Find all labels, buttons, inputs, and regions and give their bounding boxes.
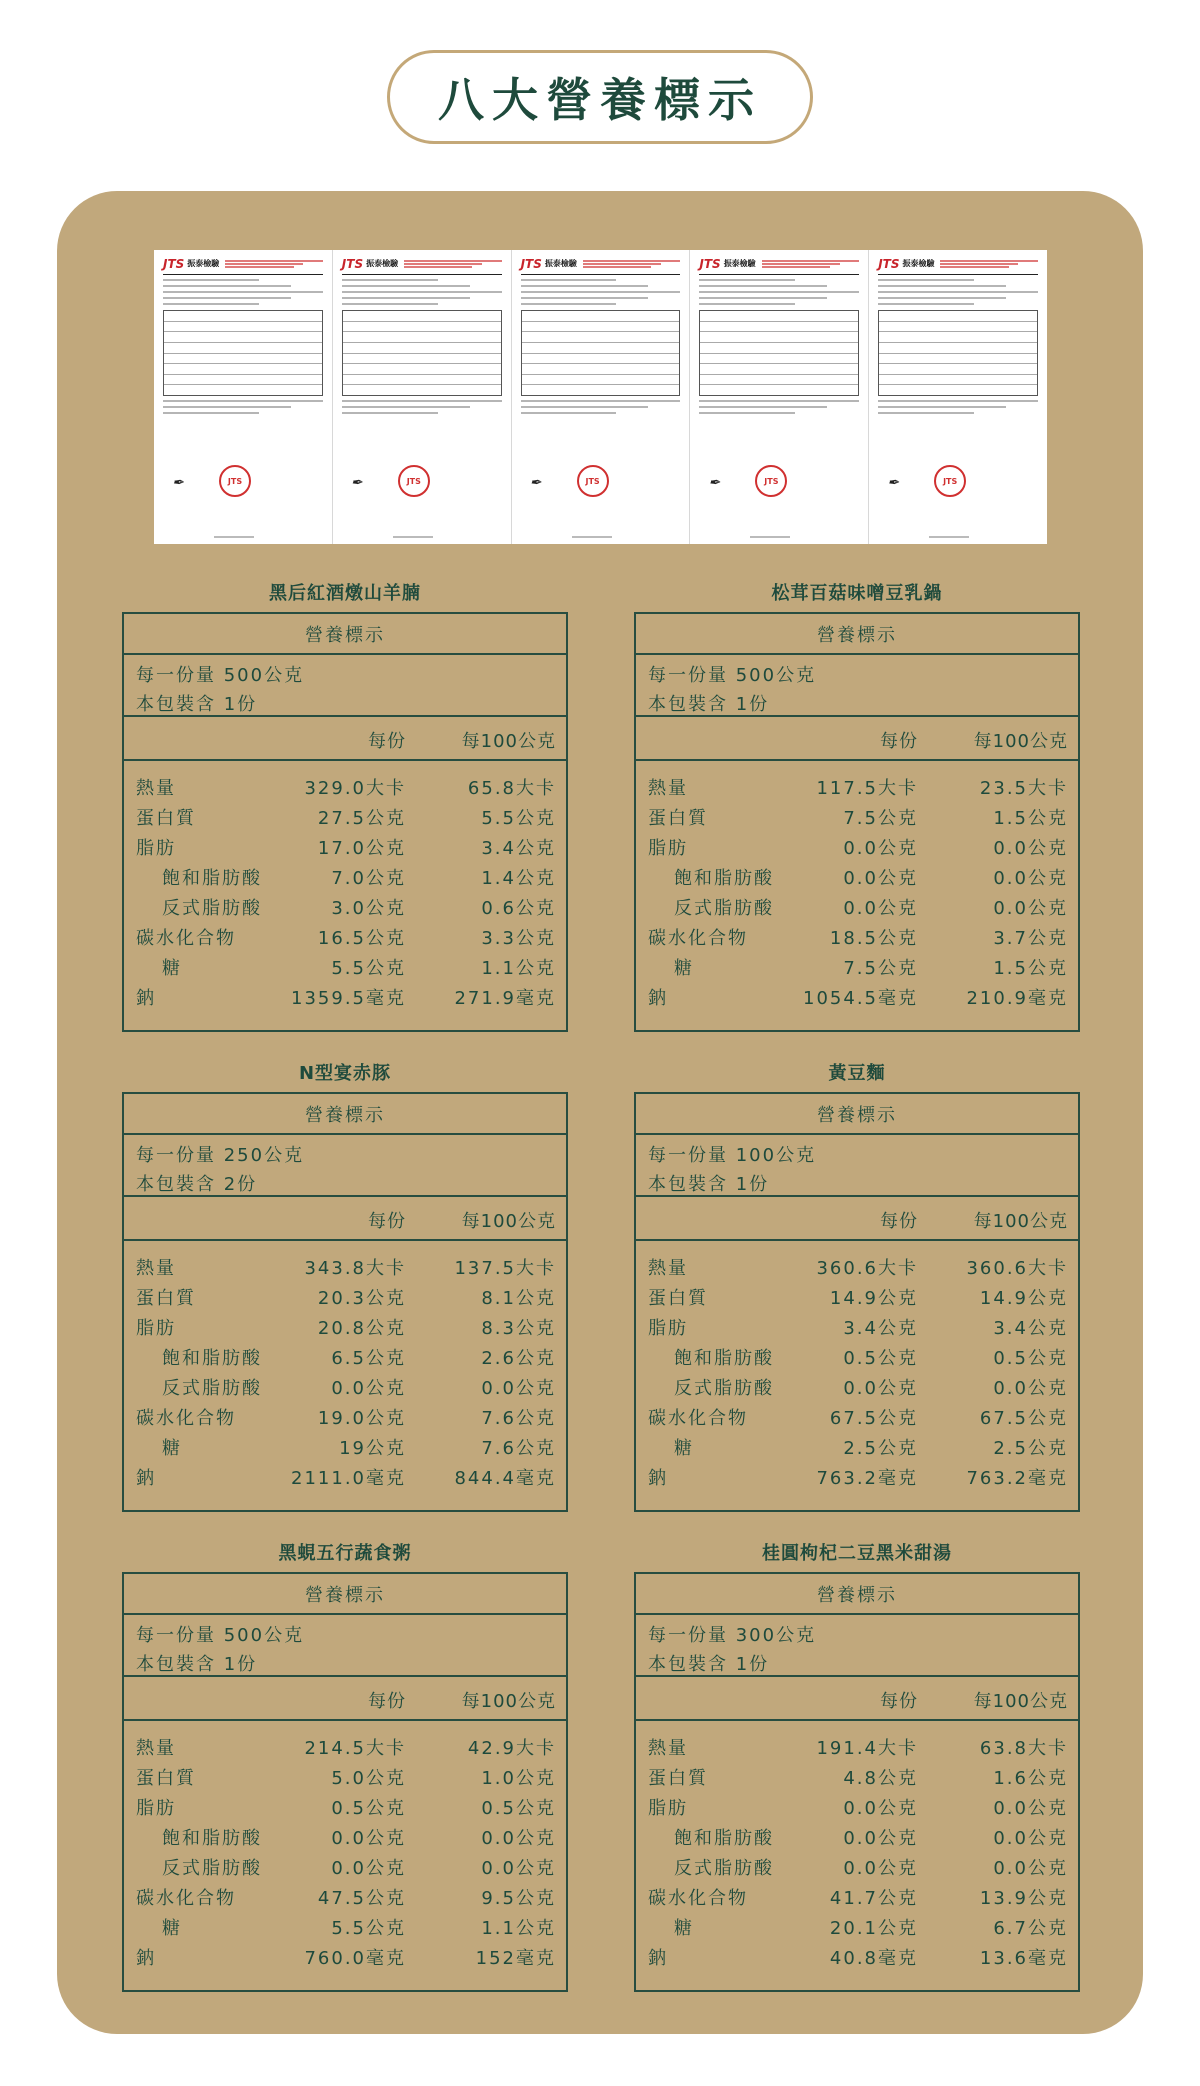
per-serving-value: 0.0公克 [331, 1828, 406, 1849]
per-serving-value: 20.3公克 [317, 1288, 406, 1309]
serving-info [636, 655, 1078, 717]
per-100g-value: 3.4公克 [481, 838, 556, 859]
nutrient-label: 碳水化合物 [648, 1408, 748, 1429]
nutrient-row [124, 1281, 566, 1311]
per-serving-value: 18.5公克 [829, 928, 918, 949]
nutrient-list [636, 1241, 1078, 1491]
per-serving-value: 7.0公克 [331, 868, 406, 889]
nutrient-label: 鈉 [648, 988, 668, 1009]
nutrient-label: 反式脂肪酸 [674, 1858, 774, 1879]
nutrient-row [636, 1311, 1078, 1341]
jts-logo: JTS [699, 256, 721, 271]
per-serving-value: 0.0公克 [843, 898, 918, 919]
nutrient-row [124, 861, 566, 891]
per-100g-value: 0.0公克 [993, 838, 1068, 859]
nutrient-label: 脂肪 [136, 1318, 176, 1339]
lab-report-page [154, 250, 333, 544]
nutrient-label: 飽和脂肪酸 [674, 1828, 774, 1849]
per-100g-value: 23.5大卡 [979, 778, 1068, 799]
nutrient-row [124, 951, 566, 981]
nutrient-row [636, 1431, 1078, 1461]
lab-brand: 振泰檢驗 [366, 259, 399, 268]
nutrient-row [124, 1851, 566, 1881]
servings-per-package: 本包裝含 1份 [648, 1654, 770, 1675]
lab-report-page [869, 250, 1047, 544]
nutrient-row [124, 1731, 566, 1761]
lab-report-page [512, 250, 691, 544]
per-serving-header: 每份 [880, 1691, 918, 1712]
nutrient-row [636, 1881, 1078, 1911]
signature-mark: ✒ [529, 475, 542, 491]
nutrient-row [124, 1251, 566, 1281]
jts-logo: JTS [163, 256, 185, 271]
per-100g-value: 0.0公克 [481, 1858, 556, 1879]
per-serving-value: 19公克 [339, 1438, 406, 1459]
page-title: 八大營養標示 [387, 50, 813, 144]
nutrient-label: 碳水化合物 [648, 1888, 748, 1909]
serving-info [124, 1135, 566, 1197]
per-serving-header: 每份 [368, 1691, 406, 1712]
nutrient-label: 熱量 [648, 778, 688, 799]
nutrient-row [124, 1941, 566, 1971]
nutrient-label: 蛋白質 [648, 1768, 708, 1789]
nutrient-row [636, 1731, 1078, 1761]
per-100g-value: 844.4毫克 [454, 1468, 556, 1489]
per-100g-value: 3.7公克 [993, 928, 1068, 949]
per-serving-value: 67.5公克 [829, 1408, 918, 1429]
per-100g-header: 每100公克 [973, 731, 1068, 752]
per-100g-value: 0.0公克 [481, 1828, 556, 1849]
serving-info [636, 1135, 1078, 1197]
nutrition-label-title: 營養標示 [636, 1094, 1078, 1135]
per-serving-value: 760.0毫克 [304, 1948, 406, 1969]
nutrient-list [636, 1721, 1078, 1971]
per-serving-value: 14.9公克 [829, 1288, 918, 1309]
per-100g-value: 1.1公克 [481, 1918, 556, 1939]
serving-size: 每一份量 500公克 [648, 665, 817, 686]
nutrient-row [636, 891, 1078, 921]
nutrient-row [636, 951, 1078, 981]
nutrient-label: 飽和脂肪酸 [162, 868, 262, 889]
per-serving-value: 20.8公克 [317, 1318, 406, 1339]
nutrient-row [124, 891, 566, 921]
column-headers [124, 1197, 566, 1241]
per-serving-value: 1054.5毫克 [803, 988, 918, 1009]
per-100g-value: 2.6公克 [481, 1348, 556, 1369]
per-serving-value: 5.5公克 [331, 1918, 406, 1939]
nutrient-row [636, 771, 1078, 801]
product-name: 桂圓枸杞二豆黑米甜湯 [762, 1543, 952, 1564]
per-serving-value: 1359.5毫克 [291, 988, 406, 1009]
per-100g-value: 3.4公克 [993, 1318, 1068, 1339]
per-serving-value: 6.5公克 [331, 1348, 406, 1369]
nutrient-row [636, 1911, 1078, 1941]
serving-size: 每一份量 300公克 [648, 1625, 817, 1646]
nutrient-label: 飽和脂肪酸 [674, 868, 774, 889]
nutrient-label: 糖 [162, 1918, 182, 1939]
servings-per-package: 本包裝含 1份 [136, 1654, 258, 1675]
nutrient-label: 糖 [674, 958, 694, 979]
jts-stamp: JTS [755, 465, 787, 497]
nutrient-label: 蛋白質 [136, 808, 196, 829]
nutrient-row [636, 801, 1078, 831]
per-100g-value: 0.0公克 [993, 898, 1068, 919]
nutrient-row [636, 981, 1078, 1011]
nutrient-row [636, 1851, 1078, 1881]
nutrient-label: 脂肪 [648, 1798, 688, 1819]
per-serving-header: 每份 [880, 1211, 918, 1232]
per-serving-value: 0.0公克 [843, 1828, 918, 1849]
nutrition-label [634, 612, 1080, 1032]
nutrient-label: 反式脂肪酸 [162, 1858, 262, 1879]
nutrient-row [124, 771, 566, 801]
nutrient-row [124, 1371, 566, 1401]
servings-per-package: 本包裝含 1份 [648, 1174, 770, 1195]
per-100g-value: 1.4公克 [481, 868, 556, 889]
nutrition-label [122, 612, 568, 1032]
per-serving-value: 214.5大卡 [304, 1738, 406, 1759]
per-serving-value: 360.6大卡 [816, 1258, 918, 1279]
signature-mark: ✒ [887, 475, 899, 491]
signature-mark: ✒ [172, 475, 184, 491]
per-serving-value: 19.0公克 [317, 1408, 406, 1429]
per-serving-value: 0.5公克 [843, 1348, 918, 1369]
per-serving-value: 5.0公克 [331, 1768, 406, 1789]
nutrient-label: 飽和脂肪酸 [162, 1828, 262, 1849]
nutrient-label: 熱量 [136, 1738, 176, 1759]
nutrient-label: 鈉 [136, 1948, 156, 1969]
per-serving-value: 0.0公克 [843, 868, 918, 889]
nutrition-label [122, 1572, 568, 1992]
lab-brand: 振泰檢驗 [902, 259, 935, 268]
per-serving-value: 763.2毫克 [816, 1468, 918, 1489]
nutrient-label: 蛋白質 [648, 1288, 708, 1309]
nutrient-row [124, 1911, 566, 1941]
nutrition-label-title: 營養標示 [124, 1094, 566, 1135]
per-serving-value: 3.4公克 [843, 1318, 918, 1339]
per-100g-value: 8.1公克 [481, 1288, 556, 1309]
nutrition-label-title: 營養標示 [124, 1574, 566, 1615]
nutrient-label: 脂肪 [648, 1318, 688, 1339]
nutrient-label: 蛋白質 [136, 1768, 196, 1789]
nutrient-list [636, 761, 1078, 1011]
nutrition-label-title: 營養標示 [124, 614, 566, 655]
nutrient-label: 糖 [674, 1438, 694, 1459]
nutrient-row [124, 1311, 566, 1341]
per-100g-value: 1.5公克 [993, 808, 1068, 829]
per-100g-value: 3.3公克 [481, 928, 556, 949]
nutrient-label: 反式脂肪酸 [674, 1378, 774, 1399]
nutrient-label: 脂肪 [136, 838, 176, 859]
nutrient-label: 脂肪 [136, 1798, 176, 1819]
nutrient-row [124, 801, 566, 831]
nutrient-label: 飽和脂肪酸 [162, 1348, 262, 1369]
nutrient-label: 反式脂肪酸 [162, 1378, 262, 1399]
nutrient-label: 碳水化合物 [136, 1408, 236, 1429]
per-100g-value: 210.9毫克 [966, 988, 1068, 1009]
per-100g-value: 8.3公克 [481, 1318, 556, 1339]
nutrient-row [636, 1401, 1078, 1431]
lab-report-strip [154, 250, 1047, 544]
column-headers [636, 717, 1078, 761]
servings-per-package: 本包裝含 2份 [136, 1174, 258, 1195]
nutrient-label: 反式脂肪酸 [162, 898, 262, 919]
per-serving-value: 5.5公克 [331, 958, 406, 979]
per-serving-value: 3.0公克 [331, 898, 406, 919]
product-name: 黑后紅酒燉山羊腩 [269, 583, 421, 604]
jts-stamp: JTS [219, 465, 251, 497]
per-serving-value: 17.0公克 [317, 838, 406, 859]
nutrient-row [636, 1821, 1078, 1851]
per-serving-value: 16.5公克 [317, 928, 406, 949]
per-100g-value: 7.6公克 [481, 1408, 556, 1429]
nutrient-row [636, 1251, 1078, 1281]
per-serving-value: 191.4大卡 [816, 1738, 918, 1759]
nutrient-row [124, 1401, 566, 1431]
per-100g-value: 13.9公克 [979, 1888, 1068, 1909]
nutrient-row [636, 831, 1078, 861]
nutrient-row [636, 1941, 1078, 1971]
nutrient-row [124, 831, 566, 861]
per-serving-value: 47.5公克 [317, 1888, 406, 1909]
nutrient-label: 蛋白質 [136, 1288, 196, 1309]
nutrient-label: 鈉 [648, 1468, 668, 1489]
per-serving-value: 4.8公克 [843, 1768, 918, 1789]
lab-brand: 振泰檢驗 [187, 259, 220, 268]
product-name: 黑蜆五行蔬食粥 [278, 1543, 412, 1564]
per-100g-value: 0.6公克 [481, 898, 556, 919]
nutrient-label: 飽和脂肪酸 [674, 1348, 774, 1369]
report-table [699, 310, 859, 396]
jts-logo: JTS [520, 256, 542, 271]
per-serving-value: 0.0公克 [843, 1378, 918, 1399]
per-serving-value: 343.8大卡 [304, 1258, 406, 1279]
nutrient-label: 鈉 [648, 1948, 668, 1969]
per-serving-value: 20.1公克 [829, 1918, 918, 1939]
per-100g-header: 每100公克 [461, 1691, 556, 1712]
per-serving-value: 40.8毫克 [829, 1948, 918, 1969]
nutrient-row [124, 1821, 566, 1851]
per-serving-value: 0.0公克 [843, 838, 918, 859]
column-headers [124, 717, 566, 761]
per-100g-value: 65.8大卡 [467, 778, 556, 799]
lab-report-page [690, 250, 869, 544]
report-table [878, 310, 1038, 396]
nutrient-row [124, 1791, 566, 1821]
nutrient-row [124, 921, 566, 951]
per-100g-value: 0.0公克 [993, 1378, 1068, 1399]
lab-report-page [333, 250, 512, 544]
nutrient-list [124, 1241, 566, 1491]
product-name: N型宴赤豚 [298, 1063, 392, 1084]
nutrient-row [636, 1281, 1078, 1311]
per-serving-value: 0.0公克 [843, 1858, 918, 1879]
nutrient-label: 碳水化合物 [136, 1888, 236, 1909]
nutrient-row [124, 981, 566, 1011]
nutrient-row [636, 1791, 1078, 1821]
per-100g-value: 13.6毫克 [979, 1948, 1068, 1969]
report-table [342, 310, 502, 396]
per-100g-value: 0.0公克 [993, 868, 1068, 889]
per-100g-header: 每100公克 [461, 731, 556, 752]
per-serving-value: 7.5公克 [843, 958, 918, 979]
per-100g-value: 0.0公克 [993, 1798, 1068, 1819]
per-100g-value: 1.5公克 [993, 958, 1068, 979]
servings-per-package: 本包裝含 1份 [648, 694, 770, 715]
nutrient-row [124, 1881, 566, 1911]
nutrient-row [124, 1761, 566, 1791]
nutrient-row [124, 1461, 566, 1491]
per-100g-value: 5.5公克 [481, 808, 556, 829]
per-100g-value: 63.8大卡 [979, 1738, 1068, 1759]
per-serving-value: 0.0公克 [331, 1858, 406, 1879]
per-100g-value: 137.5大卡 [454, 1258, 556, 1279]
per-100g-value: 9.5公克 [481, 1888, 556, 1909]
per-serving-value: 41.7公克 [829, 1888, 918, 1909]
per-serving-header: 每份 [880, 731, 918, 752]
nutrient-row [636, 1371, 1078, 1401]
nutrient-list [124, 1721, 566, 1971]
per-serving-header: 每份 [368, 1211, 406, 1232]
per-100g-value: 0.0公克 [993, 1858, 1068, 1879]
nutrient-row [636, 1341, 1078, 1371]
per-100g-header: 每100公克 [973, 1211, 1068, 1232]
nutrient-label: 脂肪 [648, 838, 688, 859]
serving-size: 每一份量 500公克 [136, 1625, 305, 1646]
serving-size: 每一份量 500公克 [136, 665, 305, 686]
nutrition-label-title: 營養標示 [636, 1574, 1078, 1615]
nutrient-label: 糖 [162, 958, 182, 979]
nutrient-row [636, 861, 1078, 891]
per-100g-value: 14.9公克 [979, 1288, 1068, 1309]
serving-info [124, 655, 566, 717]
column-headers [636, 1677, 1078, 1721]
per-serving-value: 329.0大卡 [304, 778, 406, 799]
lab-brand: 振泰檢驗 [544, 259, 577, 268]
servings-per-package: 本包裝含 1份 [136, 694, 258, 715]
per-100g-value: 42.9大卡 [467, 1738, 556, 1759]
column-headers [636, 1197, 1078, 1241]
serving-info [636, 1615, 1078, 1677]
signature-mark: ✒ [350, 475, 363, 491]
per-100g-value: 1.0公克 [481, 1768, 556, 1789]
per-serving-value: 0.0公克 [843, 1798, 918, 1819]
per-serving-header: 每份 [368, 731, 406, 752]
per-100g-value: 360.6大卡 [966, 1258, 1068, 1279]
per-100g-value: 152毫克 [475, 1948, 556, 1969]
per-100g-value: 67.5公克 [979, 1408, 1068, 1429]
per-serving-value: 0.0公克 [331, 1378, 406, 1399]
per-100g-value: 0.5公克 [481, 1798, 556, 1819]
per-100g-header: 每100公克 [461, 1211, 556, 1232]
jts-logo: JTS [341, 256, 364, 271]
report-table [521, 310, 681, 396]
per-100g-value: 1.6公克 [993, 1768, 1068, 1789]
per-100g-value: 0.5公克 [993, 1348, 1068, 1369]
nutrient-label: 碳水化合物 [648, 928, 748, 949]
product-name: 黃豆麵 [828, 1063, 886, 1084]
lab-brand: 振泰檢驗 [723, 259, 756, 268]
nutrient-label: 反式脂肪酸 [674, 898, 774, 919]
jts-stamp: JTS [398, 465, 430, 497]
nutrition-label [122, 1092, 568, 1512]
jts-stamp: JTS [577, 465, 609, 497]
nutrient-label: 糖 [162, 1438, 182, 1459]
product-name: 松茸百菇味噌豆乳鍋 [771, 583, 943, 604]
per-100g-value: 0.0公克 [993, 1828, 1068, 1849]
nutrient-label: 熱量 [648, 1258, 688, 1279]
signature-mark: ✒ [708, 475, 721, 491]
per-100g-value: 1.1公克 [481, 958, 556, 979]
nutrient-row [636, 1461, 1078, 1491]
column-headers [124, 1677, 566, 1721]
nutrient-label: 碳水化合物 [136, 928, 236, 949]
per-100g-value: 7.6公克 [481, 1438, 556, 1459]
per-100g-value: 2.5公克 [993, 1438, 1068, 1459]
jts-logo: JTS [878, 256, 900, 271]
per-100g-value: 0.0公克 [481, 1378, 556, 1399]
nutrient-list [124, 761, 566, 1011]
per-serving-value: 117.5大卡 [816, 778, 918, 799]
nutrition-label-title: 營養標示 [636, 614, 1078, 655]
per-serving-value: 27.5公克 [317, 808, 406, 829]
serving-size: 每一份量 100公克 [648, 1145, 817, 1166]
serving-info [124, 1615, 566, 1677]
per-serving-value: 2111.0毫克 [291, 1468, 406, 1489]
per-100g-value: 763.2毫克 [966, 1468, 1068, 1489]
serving-size: 每一份量 250公克 [136, 1145, 305, 1166]
nutrient-row [124, 1431, 566, 1461]
nutrient-row [124, 1341, 566, 1371]
nutrient-row [636, 1761, 1078, 1791]
nutrient-label: 熱量 [648, 1738, 688, 1759]
per-serving-value: 0.5公克 [331, 1798, 406, 1819]
nutrient-label: 鈉 [136, 988, 156, 1009]
nutrient-row [636, 921, 1078, 951]
report-table [163, 310, 323, 396]
nutrition-label [634, 1572, 1080, 1992]
per-100g-value: 271.9毫克 [454, 988, 556, 1009]
nutrition-label [634, 1092, 1080, 1512]
nutrient-label: 熱量 [136, 1258, 176, 1279]
per-serving-value: 2.5公克 [843, 1438, 918, 1459]
nutrient-label: 糖 [674, 1918, 694, 1939]
per-100g-header: 每100公克 [973, 1691, 1068, 1712]
nutrient-label: 蛋白質 [648, 808, 708, 829]
per-serving-value: 7.5公克 [843, 808, 918, 829]
jts-stamp: JTS [934, 465, 966, 497]
per-100g-value: 6.7公克 [993, 1918, 1068, 1939]
nutrient-label: 鈉 [136, 1468, 156, 1489]
nutrient-label: 熱量 [136, 778, 176, 799]
